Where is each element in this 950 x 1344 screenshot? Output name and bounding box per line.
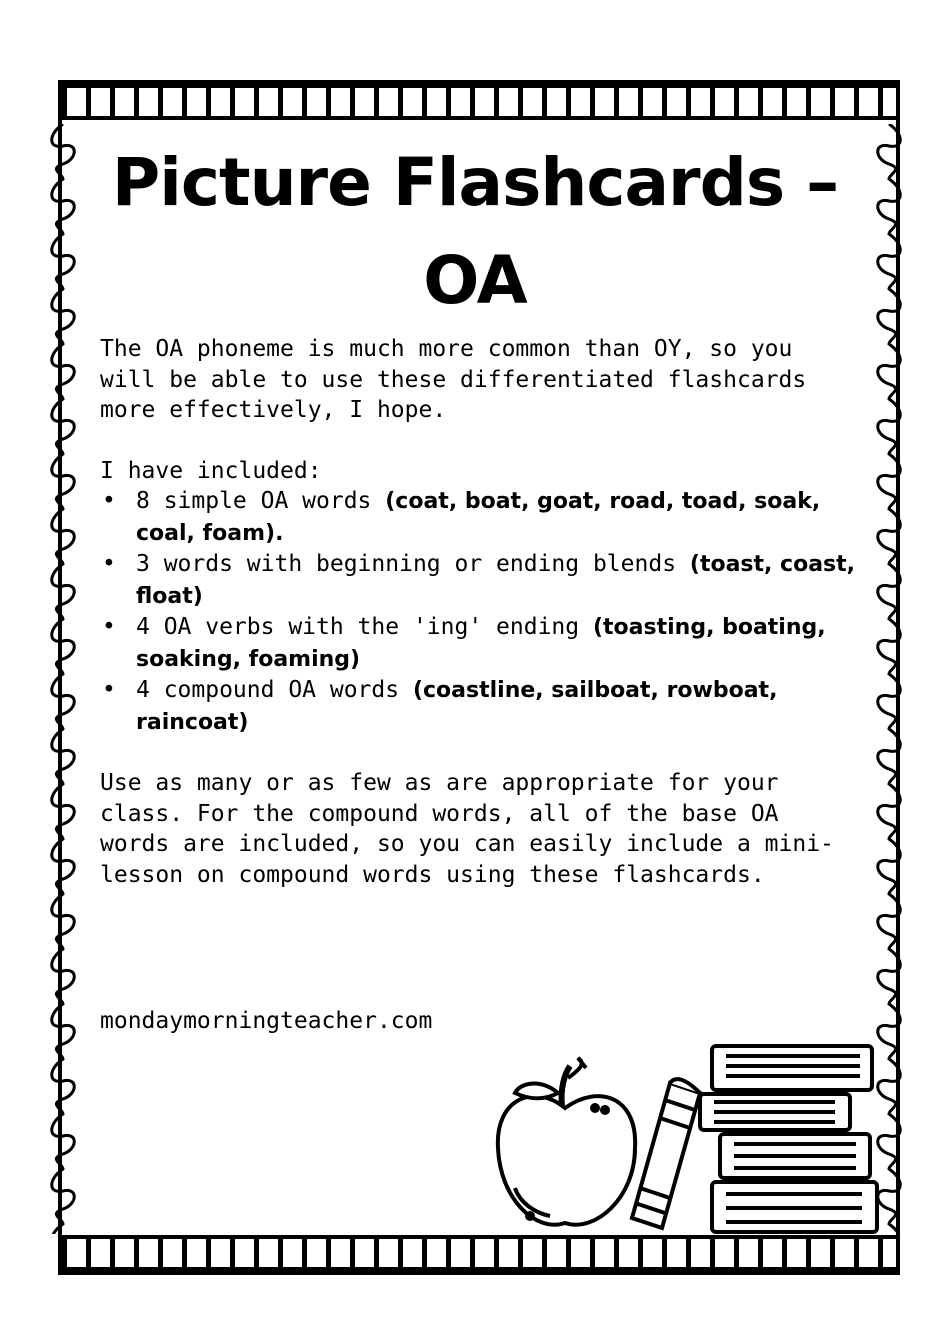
list-item-words: (toasting, boating, soaking, foaming) <box>136 615 826 672</box>
bullet: • <box>102 614 116 640</box>
bullet: • <box>102 677 116 703</box>
page-title-line-2: OA <box>423 242 527 319</box>
list-item <box>100 549 860 612</box>
list-item <box>100 486 860 549</box>
list-item-words: (toast, coast, float) <box>136 552 856 609</box>
apple-icon <box>498 1058 635 1225</box>
crayon-icon <box>632 1079 700 1228</box>
intro-paragraph: The OA phoneme is much more common than OY, so you will be able to use these differentiated flashcards more effectively, I hope. <box>100 336 807 423</box>
list-item <box>100 675 860 738</box>
list-item-text: 3 words with beginning or ending blends <box>136 551 690 577</box>
website-url: mondaymorningteacher.com <box>100 1008 433 1034</box>
list-item-text: 4 compound OA words <box>136 677 413 703</box>
list-item-text: 4 OA verbs with the 'ing' ending <box>136 614 593 640</box>
included-heading: I have included: <box>100 457 322 484</box>
body-content <box>100 334 860 890</box>
bullet: • <box>102 551 116 577</box>
list-item <box>100 612 860 675</box>
closing-paragraph: Use as many or as few as are appropriate for your class. For the compound words, all of the base OA words are included, so you can easily include a mini-lesson on compound words using these flashcards. <box>100 770 834 888</box>
bottom-border-bar <box>62 1235 896 1271</box>
left-scribble-border <box>38 124 88 1234</box>
apple-and-books-illustration <box>490 1038 890 1238</box>
page-title-line-1: Picture Flashcards – <box>111 144 839 221</box>
books-stack-icon <box>700 1046 877 1232</box>
top-border-bar <box>62 84 896 120</box>
list-item-text: 8 simple OA words <box>136 488 386 514</box>
included-list <box>100 486 860 738</box>
list-item-words: (coat, boat, goat, road, toad, soak, coal, foam). <box>136 489 821 546</box>
list-item-words: (coastline, sailboat, rowboat, raincoat) <box>136 678 778 735</box>
bullet: • <box>102 488 116 514</box>
